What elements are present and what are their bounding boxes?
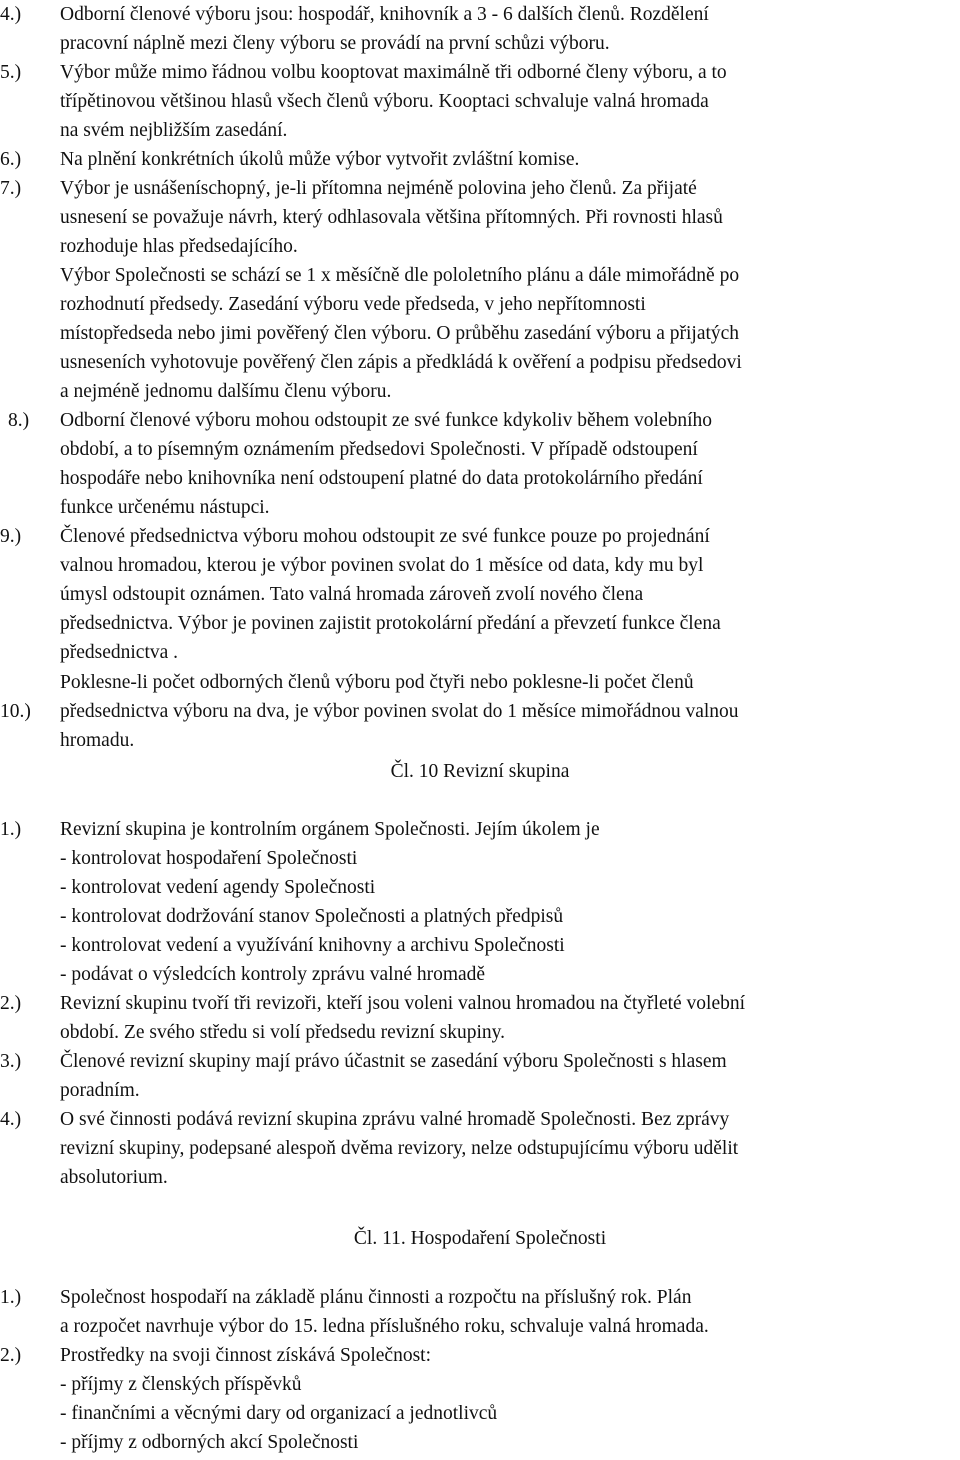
item-line: na svém nejbližším zasedání. (60, 120, 288, 141)
section-heading: Čl. 11. Hospodaření Společnosti (353, 1228, 607, 1249)
item-line: poradním. (60, 1080, 140, 1101)
item-number: 1.) (0, 819, 22, 840)
item-line: hospodáře nebo knihovníka není odstoupení platné do data protokolárního předání (60, 468, 703, 489)
item-line: Revizní skupina je kontrolním orgánem Společnosti. Jejím úkolem je (60, 819, 600, 840)
item-line: úmysl odstoupit oznámen. Tato valná hromada zároveň zvolí nového člena (60, 584, 644, 605)
item-number: 5.) (0, 62, 22, 83)
item-line: Společnost hospodaří na základě plánu činnosti a rozpočtu na příslušný rok. Plán (60, 1287, 692, 1308)
item-line: Prostředky na svoji činnost získává Společnost: (60, 1345, 431, 1366)
item-line: Na plnění konkrétních úkolů může výbor vytvořit zvláštní komise. (60, 149, 580, 170)
item-number: 7.) (0, 178, 22, 199)
item-line: - kontrolovat vedení a využívání knihovny a archivu Společnosti (60, 935, 565, 956)
item-line: - kontrolovat hospodaření Společnosti (60, 848, 358, 869)
item-number: 2.) (0, 993, 22, 1014)
item-number: 4.) (0, 1109, 22, 1130)
item-line: rozhoduje hlas předsedajícího. (60, 236, 298, 257)
item-number: 4.) (0, 4, 22, 25)
item-line: usnesení se považuje návrh, který odhlasovala většina přítomných. Při rovnosti hlasů (60, 207, 723, 228)
item-line: funkce určenému nástupci. (60, 497, 270, 518)
item-line: Výbor může mimo řádnou volbu kooptovat maximálně tři odborné členy výboru, a to (60, 62, 727, 83)
item-line: Členové předsednictva výboru mohou odstoupit ze své funkce pouze po projednání (60, 526, 710, 547)
item-line: místopředseda nebo jimi pověřený člen výboru. O průběhu zasedání výboru a přijatých (60, 323, 740, 344)
item-number: 10.) (0, 701, 31, 722)
item-line: valnou hromadou, kterou je výbor povinen svolat do 1 měsíce od data, kdy mu byl (60, 555, 704, 576)
item-line: usneseních vyhotovuje pověřený člen zápis a předkládá k ověření a podpisu předsedovi (60, 352, 742, 373)
item-line: - podávat o výsledcích kontroly zprávu valné hromadě (60, 964, 486, 985)
item-number: 8.) (8, 410, 30, 431)
item-number: 2.) (0, 1345, 22, 1366)
item-line: O své činnosti podává revizní skupina zprávu valné hromadě Společnosti. Bez zprávy (60, 1109, 730, 1130)
item-line: předsednictva . (60, 642, 179, 663)
item-line: předsednictva. Výbor je povinen zajistit protokolární předání a převzetí funkce člena (60, 613, 721, 634)
item-line: Poklesne-li počet odborných členů výboru pod čtyři nebo poklesne-li počet členů (60, 672, 694, 693)
item-line: Odborní členové výboru jsou: hospodář, knihovník a 3 - 6 dalších členů. Rozdělení (60, 4, 709, 25)
item-line: Členové revizní skupiny mají právo účastnit se zasedání výboru Společnosti s hlasem (60, 1051, 727, 1072)
section-heading: Čl. 10 Revizní skupina (390, 761, 570, 782)
item-line: Výbor Společnosti se schází se 1 x měsíčně dle pololetního plánu a dále mimořádně po (60, 265, 740, 286)
item-line: rozhodnutí předsedy. Zasedání výboru vede předseda, v jeho nepřítomnosti (60, 294, 646, 315)
item-number: 6.) (0, 149, 22, 170)
item-line: Revizní skupinu tvoří tři revizoři, kteří jsou voleni valnou hromadou na čtyřleté volební (60, 993, 746, 1014)
item-number: 1.) (0, 1287, 22, 1308)
item-line: předsednictva výboru na dva, je výbor povinen svolat do 1 měsíce mimořádnou valnou (60, 701, 739, 722)
item-line: absolutorium. (60, 1167, 168, 1188)
item-line: pracovní náplně mezi členy výboru se provádí na první schůzi výboru. (60, 33, 610, 54)
item-line: a rozpočet navrhuje výbor do 15. ledna příslušného roku, schvaluje valná hromada. (60, 1316, 709, 1337)
item-line: Výbor je usnášeníschopný, je-li přítomna nejméně polovina jeho členů. Za přijaté (60, 178, 697, 199)
item-number: 9.) (0, 526, 22, 547)
item-line: revizní skupiny, podepsané alespoň dvěma revizory, nelze odstupujícímu výboru udělit (60, 1138, 739, 1159)
item-line: hromadu. (60, 730, 135, 751)
item-line: - kontrolovat vedení agendy Společnosti (60, 877, 376, 898)
item-line: - kontrolovat dodržování stanov Společnosti a platných předpisů (60, 906, 564, 927)
item-line: a nejméně jednomu dalšímu členu výboru. (60, 381, 392, 402)
item-line: - příjmy z členských příspěvků (60, 1374, 302, 1395)
item-number: 3.) (0, 1051, 22, 1072)
item-line: třípětinovou většinou hlasů všech členů výboru. Kooptaci schvaluje valná hromada (60, 91, 709, 112)
item-line: období. Ze svého středu si volí předsedu revizní skupiny. (60, 1022, 505, 1043)
item-line: Odborní členové výboru mohou odstoupit ze své funkce kdykoliv během volebního (60, 410, 713, 431)
item-line: období, a to písemným oznámením předsedovi Společnosti. V případě odstoupení (60, 439, 698, 460)
item-line: - příjmy z odborných akcí Společnosti (60, 1432, 359, 1453)
item-line: - finančními a věcnými dary od organizací a jednotlivců (60, 1403, 498, 1424)
